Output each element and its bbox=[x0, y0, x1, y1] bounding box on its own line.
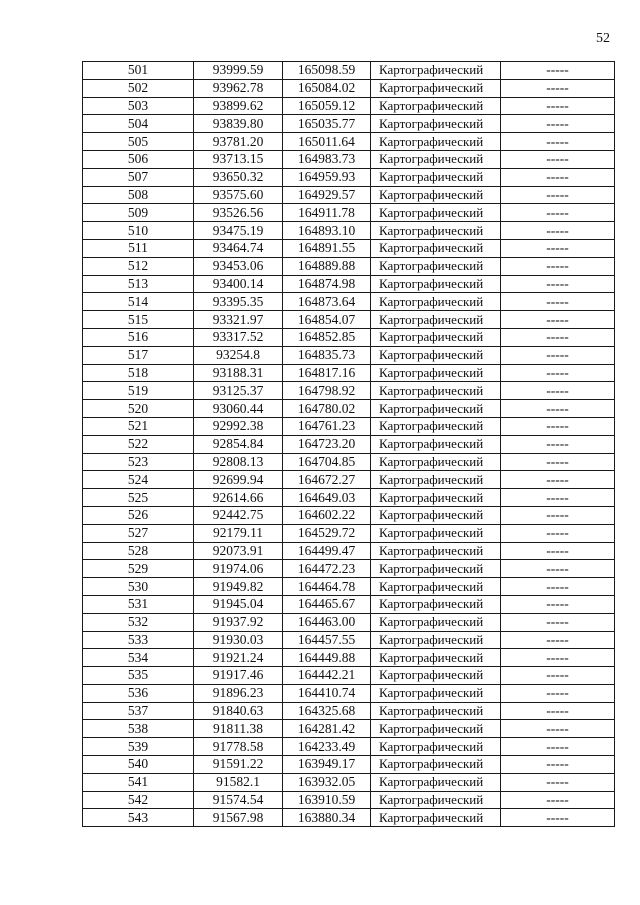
point-number-cell: 530 bbox=[83, 578, 194, 596]
x-coordinate-cell: 93317.52 bbox=[194, 328, 283, 346]
method-cell: Картографический bbox=[371, 809, 501, 827]
method-cell: Картографический bbox=[371, 453, 501, 471]
method-cell: Картографический bbox=[371, 773, 501, 791]
point-number-cell: 507 bbox=[83, 168, 194, 186]
note-cell: ----- bbox=[501, 257, 615, 275]
table-row bbox=[83, 524, 615, 542]
point-number-cell: 521 bbox=[83, 417, 194, 435]
note-cell: ----- bbox=[501, 62, 615, 80]
note-cell: ----- bbox=[501, 560, 615, 578]
y-coordinate-cell: 164929.57 bbox=[283, 186, 371, 204]
method-cell: Картографический bbox=[371, 417, 501, 435]
x-coordinate-cell: 93475.19 bbox=[194, 222, 283, 240]
method-cell: Картографический bbox=[371, 222, 501, 240]
point-number-cell: 505 bbox=[83, 133, 194, 151]
x-coordinate-cell: 93713.15 bbox=[194, 150, 283, 168]
method-cell: Картографический bbox=[371, 168, 501, 186]
y-coordinate-cell: 164442.21 bbox=[283, 667, 371, 685]
table-row bbox=[83, 204, 615, 222]
table-row bbox=[83, 400, 615, 418]
method-cell: Картографический bbox=[371, 578, 501, 596]
x-coordinate-cell: 91896.23 bbox=[194, 684, 283, 702]
note-cell: ----- bbox=[501, 186, 615, 204]
note-cell: ----- bbox=[501, 684, 615, 702]
x-coordinate-cell: 91945.04 bbox=[194, 595, 283, 613]
table-row bbox=[83, 79, 615, 97]
x-coordinate-cell: 91574.54 bbox=[194, 791, 283, 809]
point-number-cell: 509 bbox=[83, 204, 194, 222]
method-cell: Картографический bbox=[371, 542, 501, 560]
y-coordinate-cell: 163910.59 bbox=[283, 791, 371, 809]
point-number-cell: 501 bbox=[83, 62, 194, 80]
method-cell: Картографический bbox=[371, 133, 501, 151]
table-row bbox=[83, 257, 615, 275]
x-coordinate-cell: 92808.13 bbox=[194, 453, 283, 471]
point-number-cell: 522 bbox=[83, 435, 194, 453]
note-cell: ----- bbox=[501, 702, 615, 720]
point-number-cell: 536 bbox=[83, 684, 194, 702]
table-row bbox=[83, 150, 615, 168]
note-cell: ----- bbox=[501, 346, 615, 364]
method-cell: Картографический bbox=[371, 364, 501, 382]
note-cell: ----- bbox=[501, 382, 615, 400]
page-number: 52 bbox=[596, 31, 610, 46]
method-cell: Картографический bbox=[371, 311, 501, 329]
table-row bbox=[83, 382, 615, 400]
table-row bbox=[83, 720, 615, 738]
table-row bbox=[83, 435, 615, 453]
table-row bbox=[83, 560, 615, 578]
x-coordinate-cell: 93899.62 bbox=[194, 97, 283, 115]
y-coordinate-cell: 164911.78 bbox=[283, 204, 371, 222]
table-row bbox=[83, 115, 615, 133]
method-cell: Картографический bbox=[371, 204, 501, 222]
note-cell: ----- bbox=[501, 631, 615, 649]
point-number-cell: 503 bbox=[83, 97, 194, 115]
table-row bbox=[83, 471, 615, 489]
point-number-cell: 539 bbox=[83, 738, 194, 756]
method-cell: Картографический bbox=[371, 79, 501, 97]
table-row bbox=[83, 595, 615, 613]
y-coordinate-cell: 163932.05 bbox=[283, 773, 371, 791]
y-coordinate-cell: 164649.03 bbox=[283, 489, 371, 507]
note-cell: ----- bbox=[501, 275, 615, 293]
note-cell: ----- bbox=[501, 204, 615, 222]
note-cell: ----- bbox=[501, 364, 615, 382]
method-cell: Картографический bbox=[371, 506, 501, 524]
method-cell: Картографический bbox=[371, 293, 501, 311]
x-coordinate-cell: 93962.78 bbox=[194, 79, 283, 97]
note-cell: ----- bbox=[501, 506, 615, 524]
table-row bbox=[83, 222, 615, 240]
point-number-cell: 502 bbox=[83, 79, 194, 97]
point-number-cell: 510 bbox=[83, 222, 194, 240]
point-number-cell: 531 bbox=[83, 595, 194, 613]
point-number-cell: 515 bbox=[83, 311, 194, 329]
method-cell: Картографический bbox=[371, 560, 501, 578]
y-coordinate-cell: 165059.12 bbox=[283, 97, 371, 115]
point-number-cell: 512 bbox=[83, 257, 194, 275]
y-coordinate-cell: 165011.64 bbox=[283, 133, 371, 151]
x-coordinate-cell: 93254.8 bbox=[194, 346, 283, 364]
x-coordinate-cell: 93839.80 bbox=[194, 115, 283, 133]
table-row bbox=[83, 631, 615, 649]
table-row bbox=[83, 293, 615, 311]
table-row bbox=[83, 453, 615, 471]
x-coordinate-cell: 91930.03 bbox=[194, 631, 283, 649]
note-cell: ----- bbox=[501, 578, 615, 596]
x-coordinate-cell: 92854.84 bbox=[194, 435, 283, 453]
x-coordinate-cell: 92179.11 bbox=[194, 524, 283, 542]
y-coordinate-cell: 164873.64 bbox=[283, 293, 371, 311]
y-coordinate-cell: 165084.02 bbox=[283, 79, 371, 97]
x-coordinate-cell: 93650.32 bbox=[194, 168, 283, 186]
y-coordinate-cell: 164780.02 bbox=[283, 400, 371, 418]
method-cell: Картографический bbox=[371, 186, 501, 204]
y-coordinate-cell: 164325.68 bbox=[283, 702, 371, 720]
note-cell: ----- bbox=[501, 97, 615, 115]
x-coordinate-cell: 91778.58 bbox=[194, 738, 283, 756]
y-coordinate-cell: 164893.10 bbox=[283, 222, 371, 240]
y-coordinate-cell: 164874.98 bbox=[283, 275, 371, 293]
y-coordinate-cell: 164704.85 bbox=[283, 453, 371, 471]
table-row bbox=[83, 773, 615, 791]
table-row bbox=[83, 346, 615, 364]
y-coordinate-cell: 164854.07 bbox=[283, 311, 371, 329]
y-coordinate-cell: 164959.93 bbox=[283, 168, 371, 186]
x-coordinate-cell: 91811.38 bbox=[194, 720, 283, 738]
x-coordinate-cell: 91567.98 bbox=[194, 809, 283, 827]
method-cell: Картографический bbox=[371, 115, 501, 133]
x-coordinate-cell: 93999.59 bbox=[194, 62, 283, 80]
y-coordinate-cell: 164983.73 bbox=[283, 150, 371, 168]
method-cell: Картографический bbox=[371, 702, 501, 720]
table-row bbox=[83, 133, 615, 151]
table-row bbox=[83, 62, 615, 80]
note-cell: ----- bbox=[501, 115, 615, 133]
x-coordinate-cell: 93188.31 bbox=[194, 364, 283, 382]
note-cell: ----- bbox=[501, 471, 615, 489]
y-coordinate-cell: 164723.20 bbox=[283, 435, 371, 453]
point-number-cell: 508 bbox=[83, 186, 194, 204]
note-cell: ----- bbox=[501, 524, 615, 542]
method-cell: Картографический bbox=[371, 150, 501, 168]
point-number-cell: 534 bbox=[83, 649, 194, 667]
y-coordinate-cell: 164463.00 bbox=[283, 613, 371, 631]
x-coordinate-cell: 92992.38 bbox=[194, 417, 283, 435]
coordinates-table-body bbox=[83, 62, 615, 827]
table-row bbox=[83, 613, 615, 631]
point-number-cell: 504 bbox=[83, 115, 194, 133]
note-cell: ----- bbox=[501, 293, 615, 311]
point-number-cell: 533 bbox=[83, 631, 194, 649]
x-coordinate-cell: 93575.60 bbox=[194, 186, 283, 204]
point-number-cell: 506 bbox=[83, 150, 194, 168]
y-coordinate-cell: 164410.74 bbox=[283, 684, 371, 702]
point-number-cell: 542 bbox=[83, 791, 194, 809]
y-coordinate-cell: 164449.88 bbox=[283, 649, 371, 667]
y-coordinate-cell: 164499.47 bbox=[283, 542, 371, 560]
note-cell: ----- bbox=[501, 542, 615, 560]
note-cell: ----- bbox=[501, 791, 615, 809]
y-coordinate-cell: 164602.22 bbox=[283, 506, 371, 524]
note-cell: ----- bbox=[501, 222, 615, 240]
point-number-cell: 532 bbox=[83, 613, 194, 631]
x-coordinate-cell: 92614.66 bbox=[194, 489, 283, 507]
method-cell: Картографический bbox=[371, 400, 501, 418]
point-number-cell: 535 bbox=[83, 667, 194, 685]
table-row bbox=[83, 364, 615, 382]
table-row bbox=[83, 506, 615, 524]
point-number-cell: 520 bbox=[83, 400, 194, 418]
note-cell: ----- bbox=[501, 595, 615, 613]
note-cell: ----- bbox=[501, 168, 615, 186]
table-row bbox=[83, 756, 615, 774]
note-cell: ----- bbox=[501, 613, 615, 631]
x-coordinate-cell: 93453.06 bbox=[194, 257, 283, 275]
note-cell: ----- bbox=[501, 489, 615, 507]
x-coordinate-cell: 91974.06 bbox=[194, 560, 283, 578]
method-cell: Картографический bbox=[371, 382, 501, 400]
method-cell: Картографический bbox=[371, 275, 501, 293]
y-coordinate-cell: 164798.92 bbox=[283, 382, 371, 400]
point-number-cell: 513 bbox=[83, 275, 194, 293]
note-cell: ----- bbox=[501, 649, 615, 667]
table-row bbox=[83, 311, 615, 329]
y-coordinate-cell: 164472.23 bbox=[283, 560, 371, 578]
x-coordinate-cell: 91949.82 bbox=[194, 578, 283, 596]
table-row bbox=[83, 667, 615, 685]
method-cell: Картографический bbox=[371, 684, 501, 702]
method-cell: Картографический bbox=[371, 595, 501, 613]
y-coordinate-cell: 164529.72 bbox=[283, 524, 371, 542]
point-number-cell: 517 bbox=[83, 346, 194, 364]
method-cell: Картографический bbox=[371, 346, 501, 364]
method-cell: Картографический bbox=[371, 667, 501, 685]
y-coordinate-cell: 164835.73 bbox=[283, 346, 371, 364]
table-row bbox=[83, 649, 615, 667]
x-coordinate-cell: 91921.24 bbox=[194, 649, 283, 667]
table-row bbox=[83, 489, 615, 507]
point-number-cell: 525 bbox=[83, 489, 194, 507]
x-coordinate-cell: 91591.22 bbox=[194, 756, 283, 774]
table-row bbox=[83, 239, 615, 257]
method-cell: Картографический bbox=[371, 720, 501, 738]
y-coordinate-cell: 164761.23 bbox=[283, 417, 371, 435]
method-cell: Картографический bbox=[371, 257, 501, 275]
point-number-cell: 537 bbox=[83, 702, 194, 720]
method-cell: Картографический bbox=[371, 471, 501, 489]
x-coordinate-cell: 91937.92 bbox=[194, 613, 283, 631]
note-cell: ----- bbox=[501, 150, 615, 168]
y-coordinate-cell: 164281.42 bbox=[283, 720, 371, 738]
y-coordinate-cell: 164672.27 bbox=[283, 471, 371, 489]
x-coordinate-cell: 93781.20 bbox=[194, 133, 283, 151]
note-cell: ----- bbox=[501, 435, 615, 453]
note-cell: ----- bbox=[501, 720, 615, 738]
x-coordinate-cell: 93526.56 bbox=[194, 204, 283, 222]
note-cell: ----- bbox=[501, 400, 615, 418]
x-coordinate-cell: 93321.97 bbox=[194, 311, 283, 329]
table-row bbox=[83, 578, 615, 596]
point-number-cell: 527 bbox=[83, 524, 194, 542]
method-cell: Картографический bbox=[371, 613, 501, 631]
y-coordinate-cell: 164457.55 bbox=[283, 631, 371, 649]
coordinates-table bbox=[82, 61, 615, 827]
note-cell: ----- bbox=[501, 756, 615, 774]
x-coordinate-cell: 91582.1 bbox=[194, 773, 283, 791]
y-coordinate-cell: 164852.85 bbox=[283, 328, 371, 346]
point-number-cell: 514 bbox=[83, 293, 194, 311]
y-coordinate-cell: 164889.88 bbox=[283, 257, 371, 275]
note-cell: ----- bbox=[501, 239, 615, 257]
note-cell: ----- bbox=[501, 417, 615, 435]
y-coordinate-cell: 164464.78 bbox=[283, 578, 371, 596]
table-row bbox=[83, 702, 615, 720]
table-row bbox=[83, 275, 615, 293]
point-number-cell: 518 bbox=[83, 364, 194, 382]
table-row bbox=[83, 738, 615, 756]
note-cell: ----- bbox=[501, 133, 615, 151]
method-cell: Картографический bbox=[371, 524, 501, 542]
x-coordinate-cell: 93125.37 bbox=[194, 382, 283, 400]
table-row bbox=[83, 684, 615, 702]
y-coordinate-cell: 164233.49 bbox=[283, 738, 371, 756]
method-cell: Картографический bbox=[371, 489, 501, 507]
point-number-cell: 543 bbox=[83, 809, 194, 827]
y-coordinate-cell: 163880.34 bbox=[283, 809, 371, 827]
y-coordinate-cell: 164817.16 bbox=[283, 364, 371, 382]
method-cell: Картографический bbox=[371, 631, 501, 649]
table-row bbox=[83, 168, 615, 186]
method-cell: Картографический bbox=[371, 435, 501, 453]
method-cell: Картографический bbox=[371, 62, 501, 80]
y-coordinate-cell: 165035.77 bbox=[283, 115, 371, 133]
table-row bbox=[83, 417, 615, 435]
x-coordinate-cell: 93060.44 bbox=[194, 400, 283, 418]
point-number-cell: 528 bbox=[83, 542, 194, 560]
y-coordinate-cell: 164465.67 bbox=[283, 595, 371, 613]
point-number-cell: 538 bbox=[83, 720, 194, 738]
x-coordinate-cell: 92699.94 bbox=[194, 471, 283, 489]
table-row bbox=[83, 97, 615, 115]
table-row bbox=[83, 328, 615, 346]
x-coordinate-cell: 92442.75 bbox=[194, 506, 283, 524]
note-cell: ----- bbox=[501, 453, 615, 471]
method-cell: Картографический bbox=[371, 97, 501, 115]
point-number-cell: 541 bbox=[83, 773, 194, 791]
x-coordinate-cell: 93400.14 bbox=[194, 275, 283, 293]
x-coordinate-cell: 93395.35 bbox=[194, 293, 283, 311]
point-number-cell: 529 bbox=[83, 560, 194, 578]
table-row bbox=[83, 809, 615, 827]
y-coordinate-cell: 165098.59 bbox=[283, 62, 371, 80]
y-coordinate-cell: 163949.17 bbox=[283, 756, 371, 774]
note-cell: ----- bbox=[501, 311, 615, 329]
x-coordinate-cell: 93464.74 bbox=[194, 239, 283, 257]
note-cell: ----- bbox=[501, 667, 615, 685]
x-coordinate-cell: 92073.91 bbox=[194, 542, 283, 560]
point-number-cell: 519 bbox=[83, 382, 194, 400]
point-number-cell: 523 bbox=[83, 453, 194, 471]
x-coordinate-cell: 91840.63 bbox=[194, 702, 283, 720]
note-cell: ----- bbox=[501, 773, 615, 791]
table-row bbox=[83, 791, 615, 809]
method-cell: Картографический bbox=[371, 756, 501, 774]
method-cell: Картографический bbox=[371, 649, 501, 667]
table-row bbox=[83, 542, 615, 560]
x-coordinate-cell: 91917.46 bbox=[194, 667, 283, 685]
table-row bbox=[83, 186, 615, 204]
point-number-cell: 524 bbox=[83, 471, 194, 489]
note-cell: ----- bbox=[501, 809, 615, 827]
note-cell: ----- bbox=[501, 328, 615, 346]
method-cell: Картографический bbox=[371, 328, 501, 346]
note-cell: ----- bbox=[501, 79, 615, 97]
point-number-cell: 540 bbox=[83, 756, 194, 774]
y-coordinate-cell: 164891.55 bbox=[283, 239, 371, 257]
method-cell: Картографический bbox=[371, 791, 501, 809]
point-number-cell: 526 bbox=[83, 506, 194, 524]
point-number-cell: 511 bbox=[83, 239, 194, 257]
method-cell: Картографический bbox=[371, 738, 501, 756]
point-number-cell: 516 bbox=[83, 328, 194, 346]
note-cell: ----- bbox=[501, 738, 615, 756]
method-cell: Картографический bbox=[371, 239, 501, 257]
